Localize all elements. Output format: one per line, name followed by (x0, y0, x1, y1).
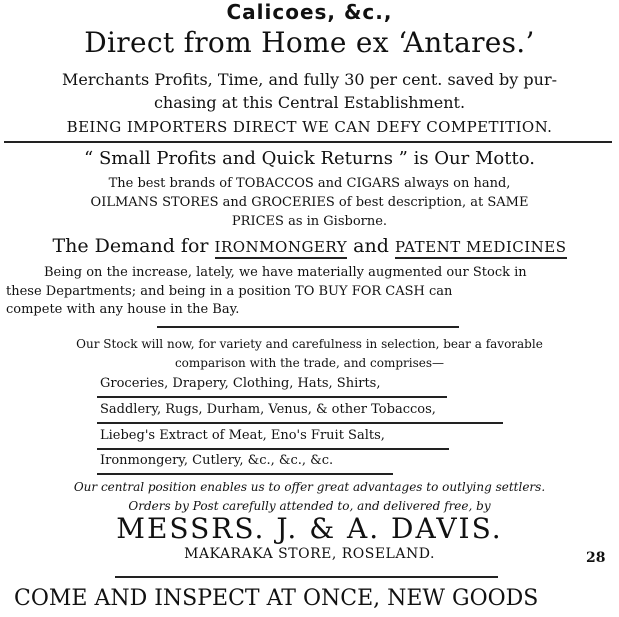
short-divider-rule (157, 326, 459, 328)
central-line-1: Our central position enables us to offer great advantages to outlying settlers. (73, 480, 546, 494)
goods-underline-4 (97, 473, 393, 475)
goods-underline-2 (97, 422, 503, 424)
tobacco-line-2: OILMANS STORES and GROCERIES of best description, at SAME (90, 195, 529, 210)
goods-item-1: Groceries, Drapery, Clothing, Hats, Shirts, (100, 376, 381, 391)
goods-item-2: Saddlery, Rugs, Durham, Venus, & other Tobaccos, (100, 402, 436, 417)
direct-from-home-line: Direct from Home ex ‘Antares.’ (84, 26, 535, 59)
stock-line-2: comparison with the trade, and comprises— (174, 356, 445, 370)
importers-line: BEING IMPORTERS DIRECT WE CAN DEFY COMPETITION. (66, 118, 553, 136)
motto-line: “ Small Profits and Quick Returns ” is Our Motto. (84, 148, 535, 169)
central-line-2: Orders by Post carefully attended to, and delivered free, by (128, 499, 491, 513)
tobacco-line-1: The best brands of TOBACCOS and CIGARS always on hand, (108, 176, 511, 191)
demand-prefix: The Demand for (52, 235, 209, 257)
demand-and: and (353, 235, 389, 257)
goods-item-4: Ironmongery, Cutlery, &c., &c., &c. (100, 453, 334, 468)
increase-line-2: these Departments; and being in a position TO BUY FOR CASH can (6, 284, 453, 299)
footer-divider-rule (115, 576, 498, 578)
demand-line (0, 237, 619, 256)
goods-underline-1 (97, 396, 447, 398)
goods-underline-3 (97, 448, 449, 450)
ad-heading: Calicoes, &c., (226, 0, 393, 24)
firm-name: MESSRS. J. & A. DAVIS. (116, 512, 503, 545)
increase-line-1: Being on the increase, lately, we have materially augmented our Stock in (44, 265, 527, 280)
footer-line: COME AND INSPECT AT ONCE, NEW GOODS (14, 586, 539, 611)
merchants-line-2: chasing at this Central Establishment. (153, 93, 466, 112)
increase-line-3: compete with any house in the Bay. (6, 302, 240, 317)
store-name: MAKARAKA STORE, ROSELAND. (184, 546, 435, 562)
merchants-line-1: Merchants Profits, Time, and fully 30 per cent. saved by pur- (61, 70, 557, 89)
tobacco-line-3: PRICES as in Gisborne. (231, 214, 388, 229)
stock-line-1: Our Stock will now, for variety and carefulness in selection, bear a favorable (76, 337, 543, 351)
goods-item-3: Liebeg's Extract of Meat, Eno's Fruit Salts, (100, 428, 385, 443)
demand-patent-medicines: PATENT MEDICINES (395, 238, 567, 259)
ad-number: 28 (586, 550, 606, 566)
demand-ironmongery: IRONMONGERY (215, 238, 348, 259)
divider-rule (4, 141, 612, 143)
